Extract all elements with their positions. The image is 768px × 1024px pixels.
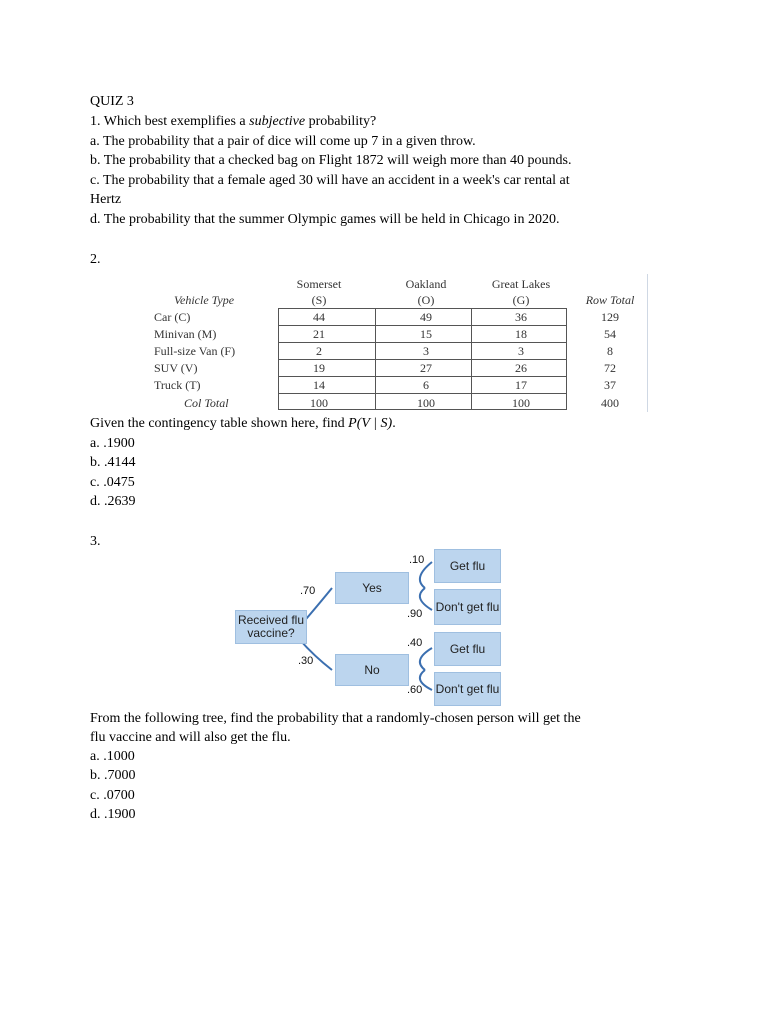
row-label-full-size-van: Full-size Van (F) <box>154 344 236 358</box>
row-label-minivan: Minivan (M) <box>154 327 217 341</box>
row-total-label: Row Total <box>585 293 635 307</box>
q2-option-d: d. .2639 <box>90 494 136 509</box>
q1-question-suffix: probability? <box>305 114 377 129</box>
row-label-car: Car (C) <box>154 310 191 324</box>
cell: 3 <box>423 344 429 358</box>
col-head-great-lakes: Great Lakes <box>491 277 551 291</box>
cell: 17 <box>515 378 527 392</box>
row-total: 54 <box>604 327 616 341</box>
cell: 14 <box>313 378 325 392</box>
q1-option-b: b. The probability that a checked bag on Flight 1872 will weigh more than 40 pounds. <box>90 153 572 168</box>
node-no-dont-get-flu: Don't get flu <box>434 672 501 706</box>
prob-yes-flu: .10 <box>409 554 425 566</box>
q1-option-c: c. The probability that a female aged 30 will have an accident in a week's car rental at <box>90 173 570 188</box>
col-total: 100 <box>310 396 328 410</box>
grand-total: 400 <box>601 396 619 410</box>
prob-no-flu: .40 <box>407 637 423 649</box>
cell: 18 <box>515 327 527 341</box>
prob-no-noflu: .60 <box>407 684 423 696</box>
cell: 44 <box>313 310 325 324</box>
node-received-flu-vaccine: Received flu vaccine? <box>235 610 307 644</box>
row-total: 8 <box>607 344 613 358</box>
q3-prompt-continued: flu vaccine and will also get the flu. <box>90 730 291 745</box>
col-head-oakland: Oakland <box>405 277 447 291</box>
q2-prompt-suffix: . <box>392 416 396 431</box>
branch-no-flu <box>420 648 432 670</box>
cell: 27 <box>420 361 432 375</box>
col-total: 100 <box>417 396 435 410</box>
q1-option-a: a. The probability that a pair of dice will come up 7 in a given throw. <box>90 134 476 149</box>
row-total: 72 <box>604 361 616 375</box>
row-label-suv: SUV (V) <box>154 361 198 375</box>
node-no-get-flu: Get flu <box>434 632 501 666</box>
q1-option-d: d. The probability that the summer Olympic games will be held in Chicago in 2020. <box>90 212 560 227</box>
q3-option-a: a. .1000 <box>90 749 135 764</box>
q1-question-prefix: 1. Which best exemplifies a <box>90 114 250 129</box>
contingency-table <box>142 270 648 415</box>
branch-yes-noflu <box>420 588 432 610</box>
cell: 3 <box>518 344 524 358</box>
node-yes-dont-get-flu: Don't get flu <box>434 589 501 625</box>
cell: 15 <box>420 327 432 341</box>
cell: 6 <box>423 378 429 392</box>
q2-prompt-expression: P(V | S) <box>348 416 393 431</box>
node-yes: Yes <box>335 572 409 604</box>
cell: 21 <box>313 327 325 341</box>
prob-yes-noflu: .90 <box>407 608 423 620</box>
q2-option-a: a. .1900 <box>90 436 135 451</box>
col-abbr-oakland: (O) <box>417 293 435 307</box>
probability-tree-diagram <box>232 548 752 708</box>
q2-number: 2. <box>90 252 101 267</box>
cell: 19 <box>313 361 325 375</box>
row-label-truck: Truck (T) <box>154 378 201 392</box>
col-total: 100 <box>512 396 530 410</box>
cell: 26 <box>515 361 527 375</box>
q1-question <box>90 112 376 131</box>
cell: 49 <box>420 310 432 324</box>
q3-option-d: d. .1900 <box>90 807 136 822</box>
node-no: No <box>335 654 409 686</box>
col-head-somerset: Somerset <box>296 277 342 291</box>
quiz-title: QUIZ 3 <box>90 94 134 109</box>
col-abbr-great-lakes: (G) <box>512 293 530 307</box>
q2-option-c: c. .0475 <box>90 475 135 490</box>
cell: 2 <box>316 344 322 358</box>
col-abbr-somerset: (S) <box>311 293 327 307</box>
q2-option-b: b. .4144 <box>90 455 136 470</box>
q3-option-b: b. .7000 <box>90 768 136 783</box>
col-total-label: Col Total <box>184 396 229 410</box>
q3-number: 3. <box>90 534 101 549</box>
cell: 36 <box>515 310 527 324</box>
q3-option-c: c. .0700 <box>90 788 135 803</box>
q2-prompt <box>90 414 396 433</box>
row-total: 37 <box>604 378 616 392</box>
q3-prompt: From the following tree, find the probability that a randomly-chosen person will get the <box>90 711 581 726</box>
q1-option-c-continued: Hertz <box>90 192 122 207</box>
row-total: 129 <box>601 310 619 324</box>
node-yes-get-flu: Get flu <box>434 549 501 583</box>
vehicle-type-label: Vehicle Type <box>174 293 235 307</box>
q1-question-emphasis: subjective <box>249 114 306 129</box>
prob-no: .30 <box>298 655 314 667</box>
q2-prompt-prefix: Given the contingency table shown here, find <box>90 416 349 431</box>
prob-yes: .70 <box>300 585 316 597</box>
